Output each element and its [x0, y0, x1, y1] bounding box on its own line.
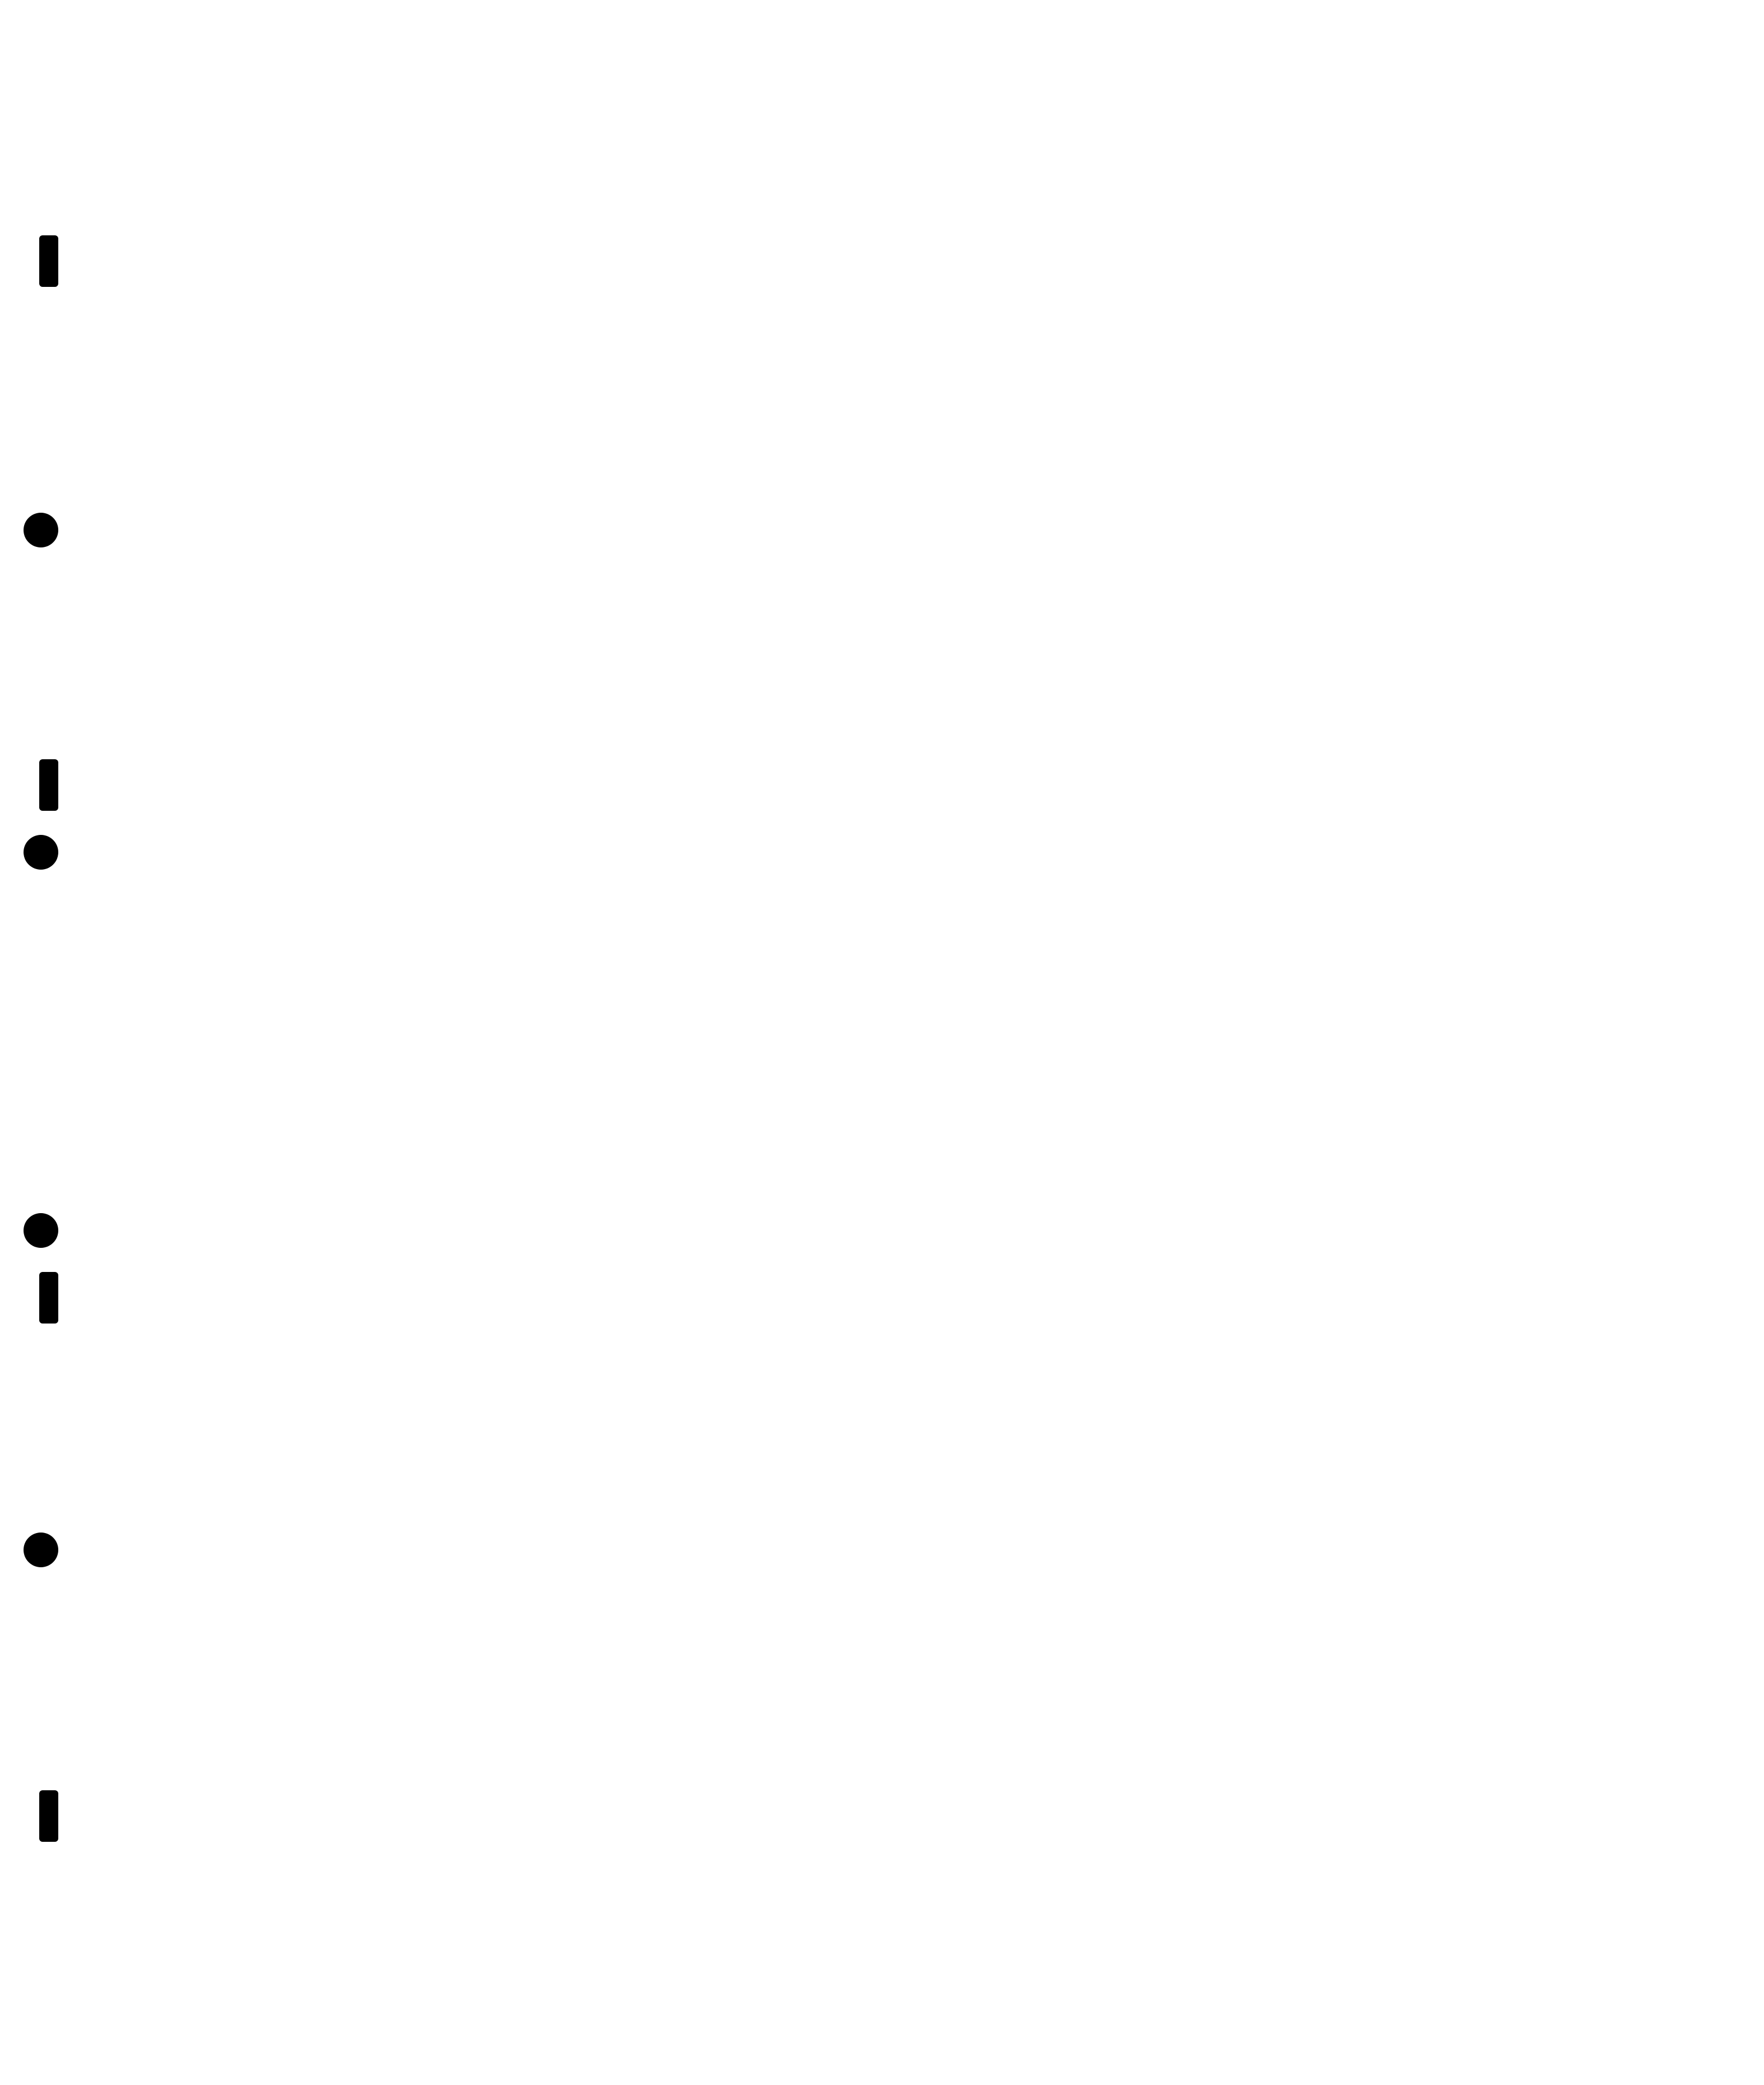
key-table [370, 1762, 1541, 1953]
